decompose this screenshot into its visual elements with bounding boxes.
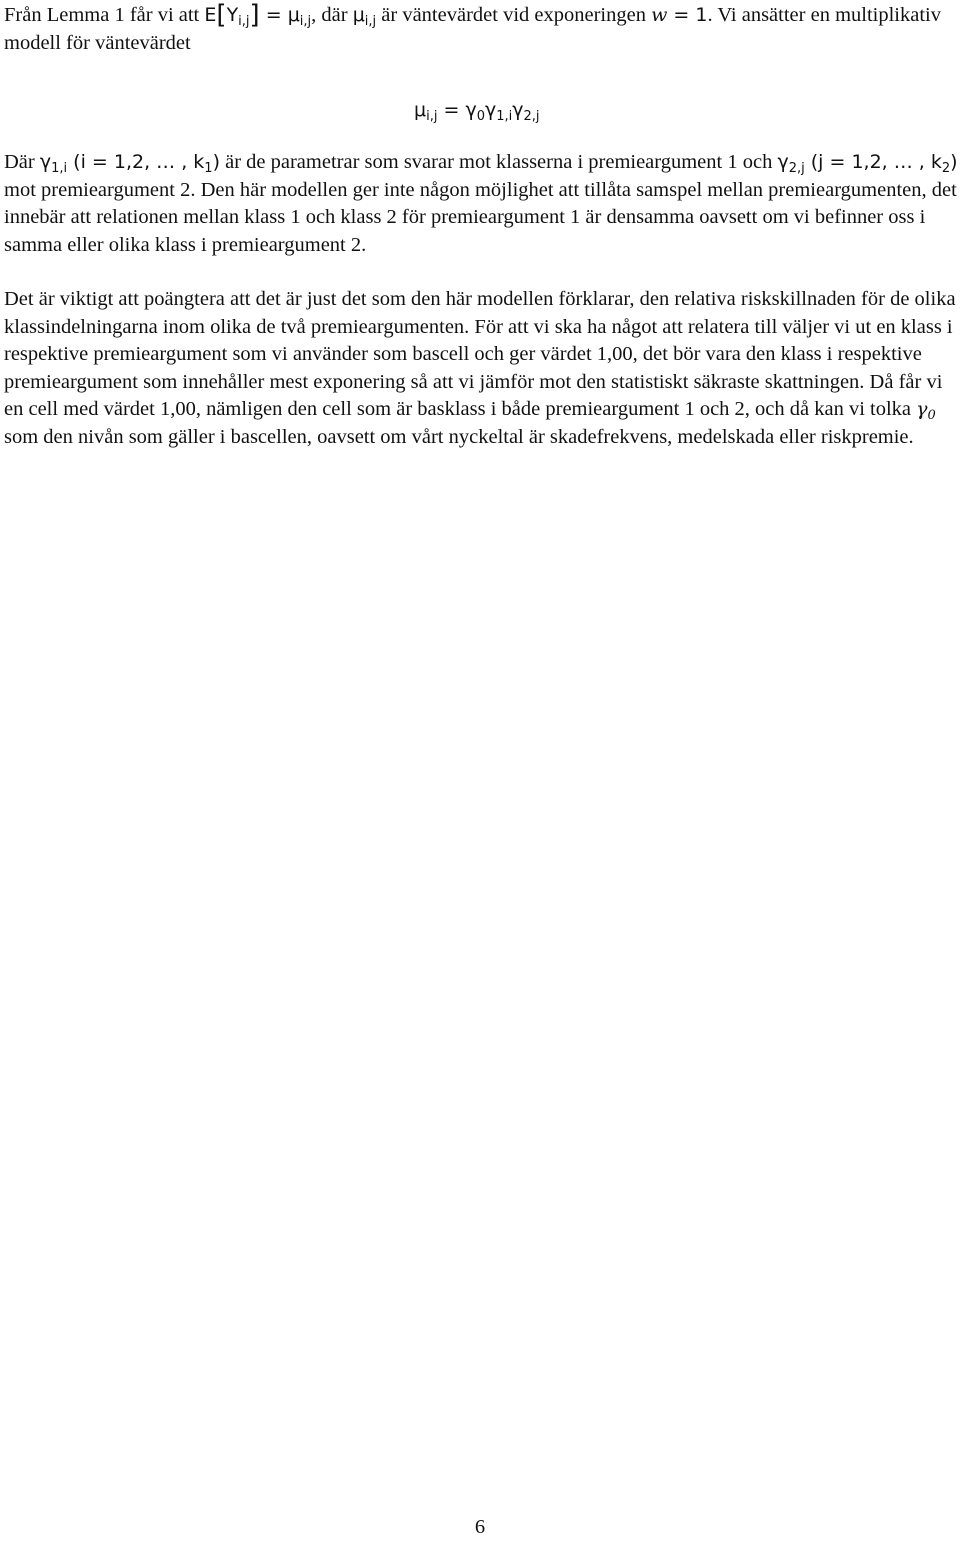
math-w: w	[651, 4, 668, 26]
text: Från Lemma 1 får vi att	[4, 4, 205, 26]
document-page	[4, 2, 958, 451]
math-gamma: γ	[465, 99, 477, 121]
math-sub-2j: 2,j	[788, 161, 805, 177]
math-mu-ij	[352, 4, 377, 30]
display-equation	[4, 97, 958, 125]
math-bracket-right: ]	[249, 0, 260, 31]
text: , där	[311, 4, 353, 26]
math-equals: =	[437, 99, 466, 121]
text: Det är viktigt att poängtera att det är just det som den här modellen förklarar, den relativa riskskillnaden för de olika klassindelningarna inom olika de två premieargumenten. För att vi ska ha något att relatera till väljer vi ut en klass i respektive premieargument som vi använder som bascell och ger värdet 1,00, det bör vara den klass i respektive premieargument som innehåller mest exponering så att vi jämför mot den statistiskt säkraste skattningen. Då får vi en cell med värdet 1,00, nämligen den cell som är basklass i både premieargument 1 och 2, och då kan vi tolka	[4, 288, 956, 420]
gamma-1i-range	[39, 151, 220, 177]
math-gamma-0	[916, 398, 936, 424]
math-sub-0: 0	[927, 408, 936, 424]
math-sub-1i: 1,i	[51, 161, 68, 177]
text: Där	[4, 151, 40, 173]
math-bracket-left: [	[216, 0, 227, 31]
paragraph-interpretation	[4, 286, 958, 451]
math-mu: μ	[352, 4, 365, 26]
text: som den nivån som gäller i bascellen, oavsett om vårt nyckeltal är skadefrekvens, medelskada eller riskpremie.	[4, 425, 914, 448]
gamma-2j-range	[777, 151, 958, 177]
math-paren: )	[950, 151, 958, 173]
math-sub-2j: 2,j	[523, 109, 540, 125]
page-number: 6	[474, 1516, 486, 1538]
math-range: (i = 1,2, … , k	[67, 151, 205, 173]
text: . Vi ansätter en multiplikativ modell för väntevärdet	[4, 4, 941, 54]
math-gamma: γ	[916, 398, 928, 420]
math-sub-ij: i,j	[426, 109, 438, 125]
math-gamma: γ	[512, 99, 524, 121]
math-gamma: γ	[484, 99, 497, 121]
math-sub-1i: 1,i	[496, 109, 513, 125]
math-gamma: γ	[777, 151, 789, 173]
math-equals-one: = 1	[667, 4, 708, 26]
math-equals: =	[259, 4, 288, 26]
math-paren: )	[212, 151, 220, 173]
math-mu: μ	[414, 99, 427, 121]
math-sub-ij: i,j	[299, 14, 312, 30]
paragraph-parameters	[4, 149, 958, 259]
math-E: E	[204, 4, 217, 26]
text: mot premieargument 2. Den här modellen ger inte någon möjlighet att tillåta samspel mellan premieargumenten, det innebär att relationen mellan klass 1 och klass 2 för premieargument 1 är densamma oavsett om vi befinner oss i samma eller olika klass i premieargument 2.	[4, 178, 957, 256]
math-sub-ij: i,j	[238, 14, 250, 30]
text: är väntevärdet vid exponeringen	[376, 4, 652, 26]
paragraph-intro	[4, 2, 958, 57]
text: är de parametrar som svarar mot klasserna i premieargument 1 och	[219, 151, 778, 173]
math-Y: Y	[226, 4, 239, 26]
math-range: (j = 1,2, … , k	[804, 151, 942, 173]
expectation-expression	[204, 0, 312, 31]
math-mu: μ	[287, 4, 300, 26]
math-sub-k2: 2	[941, 161, 951, 177]
math-sub-k1: 1	[204, 161, 213, 177]
math-gamma: γ	[39, 151, 52, 173]
math-sub-0: 0	[476, 109, 485, 125]
math-sub-ij: i,j	[364, 14, 377, 30]
